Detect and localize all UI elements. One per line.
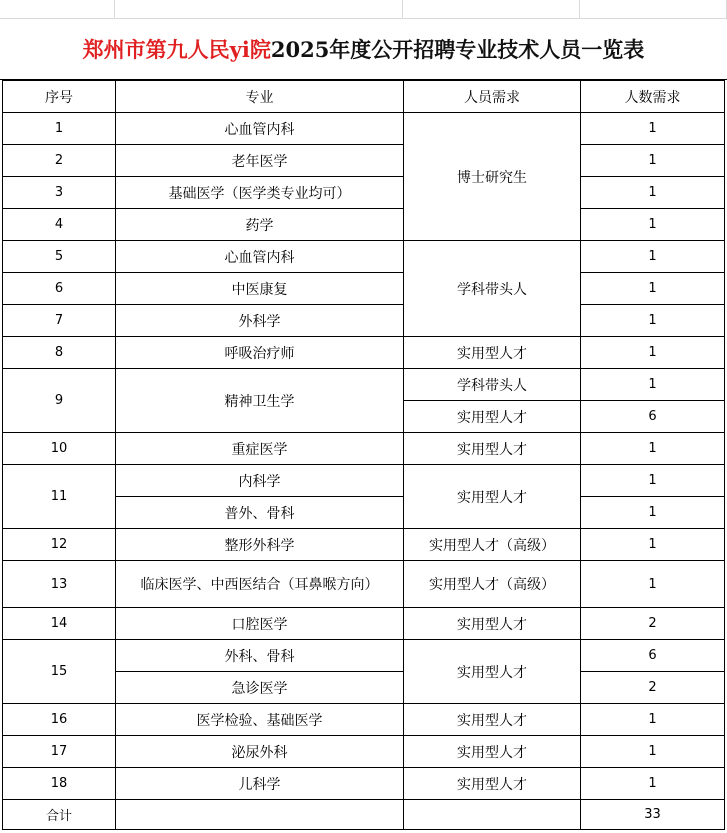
row-count: 1 (581, 369, 725, 401)
row-major: 内科学 (116, 465, 404, 497)
row-count: 1 (581, 177, 725, 209)
table-row (3, 768, 725, 800)
row-major: 急诊医学 (116, 672, 404, 704)
title-description: 2025年度公开招聘专业技术人员一览表 (270, 36, 645, 62)
row-no: 10 (3, 433, 116, 465)
table-header-row (3, 81, 725, 113)
row-major: 精神卫生学 (116, 369, 404, 433)
row-no: 15 (3, 640, 116, 704)
row-no: 4 (3, 209, 116, 241)
row-no: 16 (3, 704, 116, 736)
row-count: 1 (581, 497, 725, 529)
row-major: 药学 (116, 209, 404, 241)
table-row (3, 736, 725, 768)
row-major: 整形外科学 (116, 529, 404, 561)
row-requirement: 实用型人才 (404, 401, 581, 433)
total-label: 合计 (3, 800, 116, 830)
row-requirement: 实用型人才 (404, 736, 581, 768)
table-row (3, 369, 725, 401)
row-major: 口腔医学 (116, 608, 404, 640)
row-no: 8 (3, 337, 116, 369)
row-major: 基础医学（医学类专业均可） (116, 177, 404, 209)
row-requirement: 博士研究生 (404, 113, 581, 241)
table-row (3, 305, 725, 337)
table-row (3, 113, 725, 145)
table-row (3, 145, 725, 177)
row-count: 6 (581, 401, 725, 433)
table-row (3, 177, 725, 209)
row-no: 9 (3, 369, 116, 433)
row-no: 11 (3, 465, 116, 529)
row-count: 6 (581, 640, 725, 672)
row-count: 2 (581, 672, 725, 704)
row-major: 普外、骨科 (116, 497, 404, 529)
table-row (3, 640, 725, 672)
table-row (3, 529, 725, 561)
row-no: 17 (3, 736, 116, 768)
row-count: 1 (581, 704, 725, 736)
row-no: 2 (3, 145, 116, 177)
row-requirement: 实用型人才 (404, 433, 581, 465)
row-count: 1 (581, 433, 725, 465)
row-no: 13 (3, 561, 116, 608)
row-major: 儿科学 (116, 768, 404, 800)
row-no: 14 (3, 608, 116, 640)
total-count: 33 (581, 800, 725, 830)
row-major: 医学检验、基础医学 (116, 704, 404, 736)
row-count: 2 (581, 608, 725, 640)
recruitment-table (2, 80, 725, 830)
table-row (3, 433, 725, 465)
row-requirement: 实用型人才 (404, 608, 581, 640)
row-no: 1 (3, 113, 116, 145)
table-row (3, 561, 725, 608)
table-row (3, 465, 725, 497)
total-empty-requirement (404, 800, 581, 830)
row-requirement: 学科带头人 (404, 369, 581, 401)
row-no: 18 (3, 768, 116, 800)
column-header-strip (0, 0, 727, 19)
row-requirement: 实用型人才 (404, 465, 581, 529)
row-count: 1 (581, 768, 725, 800)
row-major: 外科学 (116, 305, 404, 337)
row-major: 中医康复 (116, 273, 404, 305)
table-row (3, 608, 725, 640)
row-requirement: 实用型人才 (404, 768, 581, 800)
row-count: 1 (581, 145, 725, 177)
row-requirement: 实用型人才 (404, 337, 581, 369)
row-requirement: 学科带头人 (404, 241, 581, 337)
row-no: 6 (3, 273, 116, 305)
table-row (3, 209, 725, 241)
table-row (3, 241, 725, 273)
row-count: 1 (581, 561, 725, 608)
row-major: 临床医学、中西医结合（耳鼻喉方向） (116, 561, 404, 608)
row-major: 老年医学 (116, 145, 404, 177)
row-count: 1 (581, 241, 725, 273)
total-row (3, 800, 725, 830)
header-count: 人数需求 (581, 81, 725, 113)
row-no: 12 (3, 529, 116, 561)
header-major: 专业 (116, 81, 404, 113)
row-no: 7 (3, 305, 116, 337)
table-row (3, 273, 725, 305)
row-requirement: 实用型人才（高级） (404, 529, 581, 561)
row-major: 重症医学 (116, 433, 404, 465)
row-count: 1 (581, 465, 725, 497)
row-requirement: 实用型人才 (404, 704, 581, 736)
row-count: 1 (581, 337, 725, 369)
row-major: 外科、骨科 (116, 640, 404, 672)
row-requirement: 实用型人才 (404, 640, 581, 704)
row-major: 心血管内科 (116, 113, 404, 145)
total-empty-major (116, 800, 404, 830)
row-major: 呼吸治疗师 (116, 337, 404, 369)
table-row (3, 704, 725, 736)
row-major: 心血管内科 (116, 241, 404, 273)
row-count: 1 (581, 305, 725, 337)
row-no: 5 (3, 241, 116, 273)
row-count: 1 (581, 736, 725, 768)
header-no: 序号 (3, 81, 116, 113)
row-no: 3 (3, 177, 116, 209)
table-row (3, 337, 725, 369)
title-hospital-name: 郑州市第九人民yi院 (82, 36, 271, 62)
row-count: 1 (581, 273, 725, 305)
row-major: 泌尿外科 (116, 736, 404, 768)
row-count: 1 (581, 529, 725, 561)
page-title (0, 18, 727, 80)
row-count: 1 (581, 113, 725, 145)
row-requirement: 实用型人才（高级） (404, 561, 581, 608)
header-requirement: 人员需求 (404, 81, 581, 113)
row-count: 1 (581, 209, 725, 241)
